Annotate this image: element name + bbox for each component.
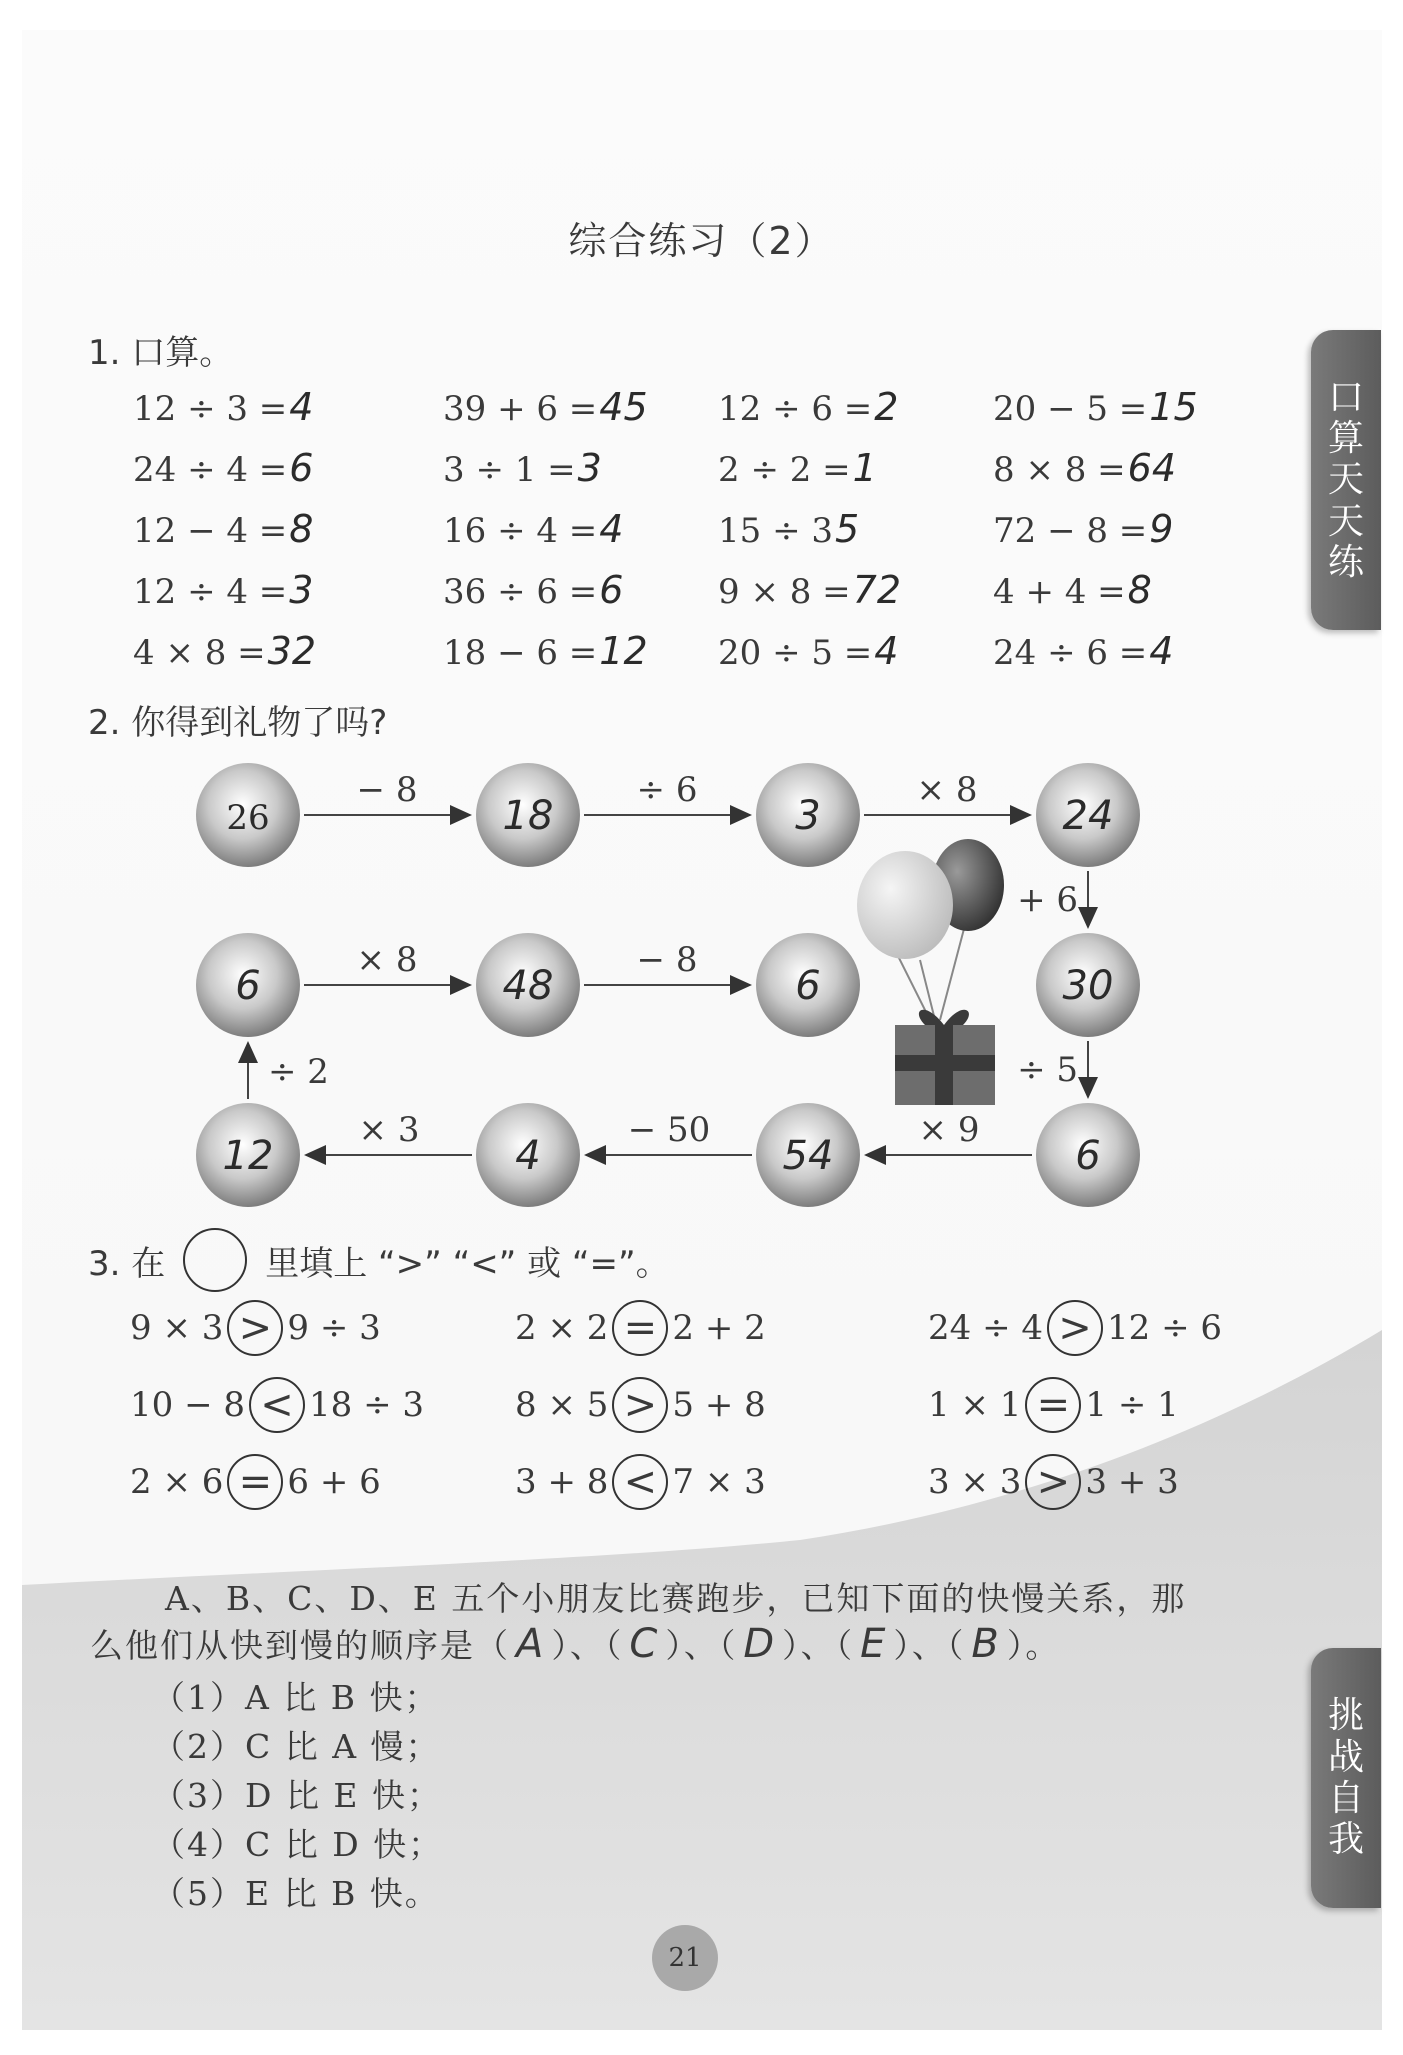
comparison-left: 2 × 6 <box>130 1462 224 1502</box>
empty-circle-icon <box>183 1228 247 1292</box>
handwritten-answer[interactable]: 6 <box>289 446 314 490</box>
comparison-answer-circle[interactable]: > <box>1047 1300 1103 1356</box>
challenge-condition: （2）C 比 A 慢； <box>152 1727 441 1766</box>
chain-operation-label: × 8 <box>916 770 978 810</box>
chain-ball <box>756 763 860 867</box>
ball-answer[interactable]: 4 <box>515 1133 541 1179</box>
comparison-answer-circle[interactable]: = <box>1025 1377 1081 1433</box>
comparison-left: 24 ÷ 4 <box>928 1308 1043 1348</box>
comparison-answer-circle[interactable]: > <box>1025 1454 1081 1510</box>
handwritten-answer[interactable]: 3 <box>577 446 602 490</box>
challenge-line-2 <box>90 1620 1060 1667</box>
problem-text: 20 − 5 = <box>993 389 1148 429</box>
comparison-right: 1 ÷ 1 <box>1085 1385 1179 1425</box>
comparison-left: 2 × 2 <box>515 1308 609 1348</box>
handwritten-answer[interactable]: 1 <box>852 446 877 490</box>
problem-text: 12 ÷ 3 = <box>133 389 288 429</box>
handwritten-answer[interactable]: 45 <box>599 385 648 429</box>
handwritten-answer[interactable]: 72 <box>852 568 902 612</box>
chain-ball <box>476 933 580 1037</box>
chain-ball <box>196 933 300 1037</box>
chain-operation-label: × 8 <box>356 940 418 980</box>
problem-text: 9 × 8 = <box>718 572 851 612</box>
handwritten-answer[interactable]: 5 <box>835 507 860 551</box>
ball-start-value: 26 <box>226 798 270 838</box>
section-3-suffix: 里填上 “>” “<” 或 “=”。 <box>265 1243 670 1284</box>
comparison-right: 7 × 3 <box>672 1462 766 1502</box>
problem-text: 18 − 6 = <box>443 633 598 673</box>
chain-operation-label: ÷ 2 <box>268 1052 329 1092</box>
order-answer-letter[interactable]: C <box>629 1621 660 1667</box>
handwritten-answer[interactable]: 4 <box>1149 629 1174 673</box>
problem-text: 20 ÷ 5 = <box>718 633 873 673</box>
comparison-answer-circle[interactable]: < <box>249 1377 305 1433</box>
handwritten-answer[interactable]: 2 <box>874 385 899 429</box>
comparison-right: 18 ÷ 3 <box>309 1385 424 1425</box>
section-3-heading <box>88 1228 670 1292</box>
comparison-item <box>928 1300 1222 1356</box>
comparison-left: 8 × 5 <box>515 1385 609 1425</box>
side-tab-bottom-char: 挑 <box>1327 1695 1364 1737</box>
handwritten-answer[interactable]: 12 <box>599 629 648 673</box>
order-paren: ）、 <box>665 1626 719 1665</box>
comparison-item <box>515 1300 766 1356</box>
side-tab-top-char: 练 <box>1327 542 1364 584</box>
section-1-heading: 1. 口算。 <box>88 333 234 373</box>
order-paren: （ <box>718 1626 738 1665</box>
comparison-left: 3 + 8 <box>515 1462 609 1502</box>
chain-ball <box>1036 933 1140 1037</box>
problem-text: 12 ÷ 6 = <box>718 389 873 429</box>
comparison-item <box>928 1377 1179 1433</box>
problem-text: 3 ÷ 1 = <box>443 450 576 490</box>
side-tab-top-char: 算 <box>1327 417 1364 459</box>
chain-operation-label: ÷ 6 <box>636 770 698 810</box>
comparison-item <box>515 1377 766 1433</box>
handwritten-answer[interactable]: 3 <box>289 568 314 612</box>
problem-text: 39 + 6 = <box>443 389 598 429</box>
problem-text: 4 + 4 = <box>993 572 1126 612</box>
ball-answer[interactable]: 12 <box>222 1133 274 1179</box>
comparison-left: 9 × 3 <box>130 1308 224 1348</box>
chain-ball <box>476 763 580 867</box>
order-answer-letter[interactable]: E <box>860 1621 888 1667</box>
section-3-prefix: 3. 在 <box>88 1243 166 1284</box>
handwritten-answer[interactable]: 4 <box>874 629 899 673</box>
problem-text: 12 ÷ 4 = <box>133 572 288 612</box>
page-number: 21 <box>652 1925 718 1991</box>
chain-ball <box>196 1103 300 1207</box>
challenge-condition: （4）C 比 D 快； <box>152 1825 444 1864</box>
problem-text: 8 × 8 = <box>993 450 1126 490</box>
chain-ball <box>756 1103 860 1207</box>
challenge-condition: （5）E 比 B 快。 <box>152 1874 440 1913</box>
side-tab-bottom-char: 我 <box>1327 1819 1364 1861</box>
chain-operation-label: − 8 <box>356 770 418 810</box>
comparison-item <box>130 1377 424 1433</box>
handwritten-answer[interactable]: 64 <box>1127 446 1177 490</box>
problem-text: 24 ÷ 4 = <box>133 450 288 490</box>
problem-text: 4 × 8 = <box>133 633 266 673</box>
order-paren: （ <box>946 1626 966 1665</box>
order-paren: （ <box>604 1626 624 1665</box>
side-tab-top-char: 天 <box>1327 459 1364 501</box>
ball-answer[interactable]: 6 <box>235 963 261 1009</box>
order-paren: （ <box>835 1626 855 1665</box>
order-paren: （ <box>475 1626 510 1665</box>
challenge-line-1: A、B、C、D、E 五个小朋友比赛跑步，已知下面的快慢关系，那 <box>165 1579 1187 1618</box>
handwritten-answer[interactable]: 8 <box>289 507 314 551</box>
comparison-left: 10 − 8 <box>130 1385 245 1425</box>
order-paren: ）。 <box>1006 1626 1061 1665</box>
problem-text: 16 ÷ 4 = <box>443 511 598 551</box>
order-answer <box>475 1620 1060 1667</box>
problem-text: 2 ÷ 2 = <box>718 450 851 490</box>
order-paren: ）、 <box>551 1626 605 1665</box>
balloons-gift-illustration <box>857 839 1004 1105</box>
problem-text: 24 ÷ 6 = <box>993 633 1148 673</box>
ball-answer[interactable]: 6 <box>1075 1133 1101 1179</box>
balloon-light <box>857 851 953 959</box>
challenge-line-2-prefix: 么他们从快到慢的顺序是 <box>90 1626 475 1665</box>
comparison-left: 3 × 3 <box>928 1462 1022 1502</box>
comparison-answer-circle[interactable]: > <box>227 1300 283 1356</box>
comparison-answer-circle[interactable]: = <box>227 1454 283 1510</box>
page-title: 综合练习（2） <box>568 219 835 263</box>
chain-ball <box>1036 763 1140 867</box>
chain-operation-label: + 6 <box>1017 880 1078 920</box>
comparison-right: 12 ÷ 6 <box>1107 1308 1222 1348</box>
handwritten-answer[interactable]: 4 <box>289 385 314 429</box>
handwritten-answer[interactable]: 15 <box>1149 385 1198 429</box>
chain-operation-label: − 50 <box>627 1110 711 1150</box>
handwritten-answer[interactable]: 8 <box>1127 568 1152 612</box>
order-answer-letter[interactable]: D <box>743 1621 777 1667</box>
problem-text: 12 − 4 = <box>133 511 288 551</box>
order-answer-letter[interactable]: B <box>971 1621 1001 1667</box>
comparison-item <box>928 1454 1179 1510</box>
chain-ball <box>1036 1103 1140 1207</box>
side-tab-bottom-char: 战 <box>1327 1736 1364 1778</box>
ball-answer[interactable]: 18 <box>502 793 554 839</box>
ball-answer[interactable]: 24 <box>1062 793 1114 839</box>
handwritten-answer[interactable]: 6 <box>599 568 624 612</box>
ball-answer[interactable]: 3 <box>795 793 821 839</box>
problem-text: 15 ÷ 3 <box>718 511 833 551</box>
section-2-heading: 2. 你得到礼物了吗? <box>88 703 388 743</box>
ball-answer[interactable]: 30 <box>1062 963 1114 1009</box>
ball-answer[interactable]: 6 <box>795 963 821 1009</box>
chain-operation-label: × 3 <box>358 1110 420 1150</box>
chain-operation-label: ÷ 5 <box>1017 1050 1078 1090</box>
comparison-right: 6 + 6 <box>287 1462 381 1502</box>
comparison-right: 2 + 2 <box>672 1308 766 1348</box>
comparison-answer-circle[interactable]: < <box>612 1454 668 1510</box>
challenge-condition: （1）A 比 B 快； <box>152 1678 440 1717</box>
comparison-item <box>130 1454 381 1510</box>
ball-answer[interactable]: 48 <box>502 963 554 1009</box>
ball-answer[interactable]: 54 <box>782 1133 834 1179</box>
comparison-item <box>130 1300 381 1356</box>
chain-operation-label: × 9 <box>918 1110 980 1150</box>
comparison-item <box>515 1454 766 1510</box>
comparison-right: 9 ÷ 3 <box>287 1308 381 1348</box>
side-tab-top-char: 口 <box>1327 376 1364 418</box>
comparison-answer-circle[interactable]: = <box>612 1300 668 1356</box>
comparison-left: 1 × 1 <box>928 1385 1022 1425</box>
order-paren: ）、 <box>893 1626 947 1665</box>
side-tab-bottom-char: 自 <box>1327 1778 1364 1819</box>
problem-text: 36 ÷ 6 = <box>443 572 598 612</box>
chain-ball <box>476 1103 580 1207</box>
handwritten-answer[interactable]: 32 <box>267 629 317 673</box>
order-paren: ）、 <box>782 1626 836 1665</box>
challenge-condition: （3）D 比 E 快； <box>152 1776 443 1815</box>
chain-ball <box>196 763 300 867</box>
order-answer-letter[interactable]: A <box>516 1621 546 1667</box>
handwritten-answer[interactable]: 9 <box>1149 507 1174 551</box>
problem-text: 72 − 8 = <box>993 511 1148 551</box>
comparison-right: 5 + 8 <box>672 1385 766 1425</box>
chain-ball <box>756 933 860 1037</box>
comparison-answer-circle[interactable]: > <box>612 1377 668 1433</box>
chain-operation-label: − 8 <box>636 940 698 980</box>
side-tab-top-char: 天 <box>1327 500 1364 542</box>
handwritten-answer[interactable]: 4 <box>599 507 624 551</box>
comparison-right: 3 + 3 <box>1085 1462 1179 1502</box>
